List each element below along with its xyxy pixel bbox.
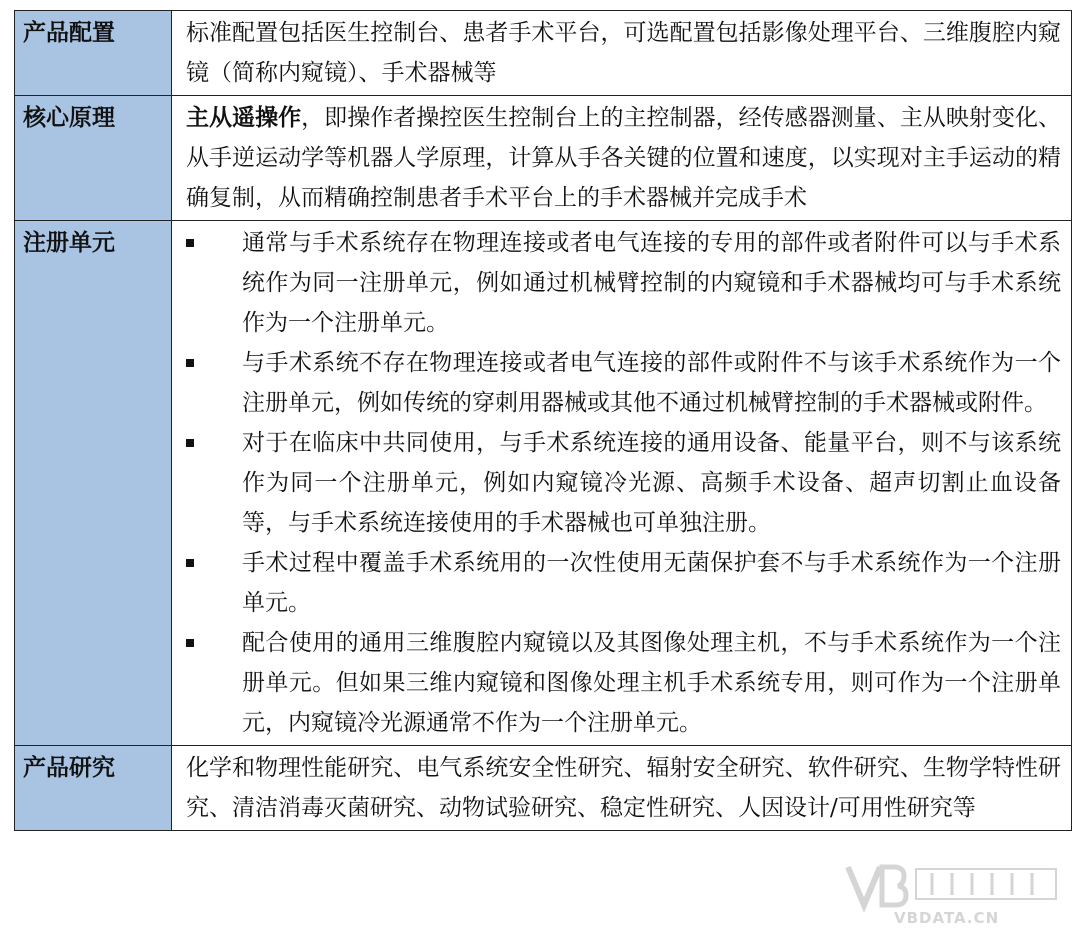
row-cell-registration bbox=[172, 221, 1072, 746]
square-bullet-icon bbox=[186, 239, 194, 247]
square-bullet-icon bbox=[186, 359, 194, 367]
list-item-text: 对于在临床中共同使用，与手术系统连接的通用设备、能量平台，则不与该系统作为同一个注册单元，例如内窥镜冷光源、高频手术设备、超声切割止血设备等，与手术系统连接使用的手术器械也可单独注册。 bbox=[242, 430, 1061, 536]
row-cell-principle bbox=[172, 96, 1072, 221]
table-row-principle bbox=[15, 96, 1072, 221]
list-item bbox=[186, 543, 1061, 623]
list-item bbox=[186, 423, 1061, 543]
principle-text: ，即操作者操控医生控制台上的主控制器，经传感器测量、主从映射变化、从手逆运动学等机器人学原理，计算从手各关键的位置和速度，以实现对主手运动的精确复制，从而精确控制患者手术平台上的手术器械并完成手术 bbox=[186, 105, 1062, 211]
row-heading-principle: 核心原理 bbox=[15, 96, 172, 221]
table-row-config bbox=[15, 11, 1072, 96]
watermark-logo-icon bbox=[842, 861, 1062, 941]
list-item-text: 手术过程中覆盖手术系统用的一次性使用无菌保护套不与手术系统作为一个注册单元。 bbox=[242, 550, 1061, 616]
table-row-registration bbox=[15, 221, 1072, 746]
square-bullet-icon bbox=[186, 559, 194, 567]
list-item bbox=[186, 343, 1061, 423]
square-bullet-icon bbox=[186, 639, 194, 647]
registration-list bbox=[186, 223, 1061, 743]
row-text-research: 化学和物理性能研究、电气系统安全性研究、辐射安全研究、软件研究、生物学特性研究、清洁消毒灭菌研究、动物试验研究、稳定性研究、人因设计/可用性研究等 bbox=[172, 746, 1072, 831]
row-heading-config: 产品配置 bbox=[15, 11, 172, 96]
square-bullet-icon bbox=[186, 439, 194, 447]
list-item bbox=[186, 223, 1061, 343]
watermark-text: VBDATA.CN bbox=[894, 909, 1000, 927]
row-heading-research: 产品研究 bbox=[15, 746, 172, 831]
list-item-text: 与手术系统不存在物理连接或者电气连接的部件或附件不与该手术系统作为一个注册单元，例如传统的穿刺用器械或其他不通过机械臂控制的手术器械或附件。 bbox=[242, 350, 1061, 416]
row-heading-registration: 注册单元 bbox=[15, 221, 172, 746]
principle-lead: 主从遥操作 bbox=[186, 104, 302, 131]
list-item-text: 配合使用的通用三维腹腔内窥镜以及其图像处理主机，不与手术系统作为一个注册单元。但如果三维内窥镜和图像处理主机手术系统专用，则可作为一个注册单元，内窥镜冷光源通常不作为一个注册单元。 bbox=[242, 630, 1061, 736]
list-item-text: 通常与手术系统存在物理连接或者电气连接的专用的部件或者附件可以与手术系统作为同一注册单元，例如通过机械臂控制的内窥镜和手术器械均可与手术系统作为一个注册单元。 bbox=[242, 230, 1061, 336]
watermark-logo bbox=[842, 861, 1062, 941]
row-text-config: 标准配置包括医生控制台、患者手术平台，可选配置包括影像处理平台、三维腹腔内窥镜（简称内窥镜）、手术器械等 bbox=[172, 11, 1072, 96]
list-item bbox=[186, 623, 1061, 743]
table-row-research bbox=[15, 746, 1072, 831]
spec-table bbox=[14, 10, 1072, 831]
